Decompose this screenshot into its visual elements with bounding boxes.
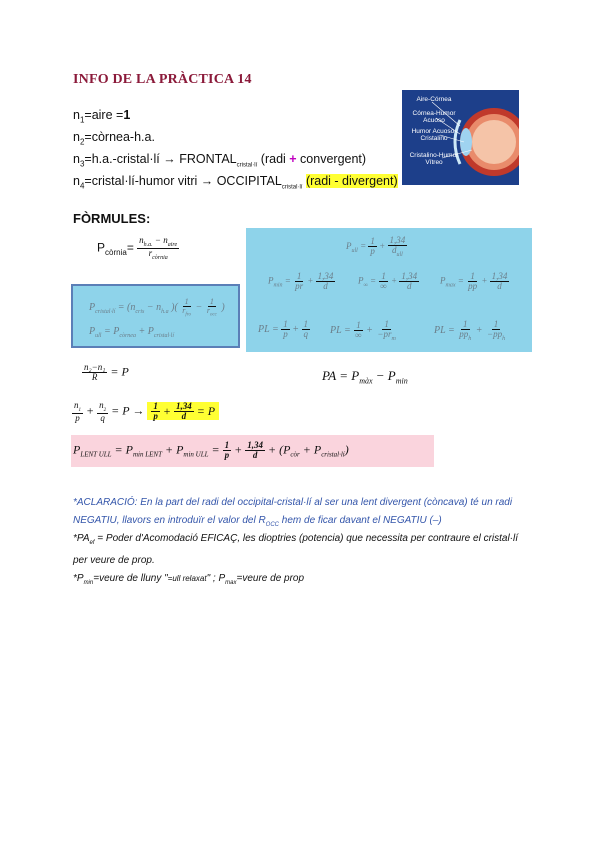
index-n2: $n_2=còrnea-h.a$. (73, 130, 155, 147)
thin-lens-eq: $\frac{n_1}{p}$ + $\frac{n_2}{q}$ = P → $\frac{1}{p}$ + $\frac{1,34}{d}$ = P (72, 401, 219, 423)
pinf-eq: $P_\infty$ = $\frac{1}{\infty}$ + $\frac{1,34}{d}$ (358, 271, 418, 291)
pcornea-formula: $P_{còrnia}=$ $\frac{n_{h.a.} - n_{aire}}{r_{còrnia}}$ (97, 235, 178, 261)
pcristal-formula: $P_{cristal\cdot lí} = (n_{cris} - n_{h.a}$ )( $\frac{1}{r_{fro}}$ − $\frac{1}{r_{occ}}$ ) (89, 297, 225, 318)
pull-eq: $P_{ull}$ = $\frac{1}{p}$ + $\frac{1,34}{d_{ull}}$ (346, 235, 406, 258)
eye-label-2: Córnea-Humor Acuoso (412, 110, 456, 124)
cristal-formula-box (71, 284, 240, 348)
eye-diagram-image (402, 90, 519, 185)
thin-lens-highlight: $\frac{1}{p}$ + $\frac{1,34}{d}$ = P (147, 402, 219, 420)
lent-ull-eq: $P_{LENT ULL} = P_{min LENT} + P_{min ULL}$ = $\frac{1}{p}$ + $\frac{1,34}{d}$ + $(P_{còr} + P_{cristal\cdot lí})$ (73, 440, 349, 460)
note-aclaracio: *ACLARACIÓ: En la part del radi del occipital-cristal·lí al ser una lent divergent (còncava) té un radi NEGATIU, llavors en introduïr el valor del $R_{OCC}$ hem de ficar davant el NEGATIU (–) (73, 497, 513, 528)
pl-eq-2: PL = $\frac{1}{\infty}$ + $\frac{1}{-pr_m}$ (330, 319, 396, 342)
pmax-eq: $P_{max}$ = $\frac{1}{pp}$ + $\frac{1,34}{d}$ (440, 271, 508, 291)
eye-label-4: Cristalino-Humor Vítreo (409, 152, 459, 166)
page-title: INFO DE LA PRÀCTICA 14 (73, 72, 252, 87)
eye-power-formula-box (246, 228, 532, 352)
lens-power-eq: $\frac{\text{n₂−n₁}}{R}$ = P (84, 362, 129, 382)
eye-label-3: Humor Acuoso-Cristalino (411, 128, 457, 142)
pull-formula: $P_{ull} = P_{còrnea} + P_{cristal\cdot lí}$ (89, 326, 175, 339)
index-n1: $n_1=aire =1$ (73, 108, 131, 125)
index-n4: $n_4=cristal\cdot lí$-humor vitri → $OCCIPITAL_{cristal\cdot lí}$ (radi - divergent) (73, 174, 398, 191)
pl-eq-3: PL = $\frac{1}{pp_h}$ + $\frac{1}{-pp_h}$ (434, 319, 506, 342)
lent-ull-formula-box (71, 435, 434, 467)
note-pa: $*PA_{ef}$ = Poder d'Acomodació EFICAÇ, les dioptries (potencia) que necessita per contraure el cristal·lí per veure de prop. (73, 533, 519, 566)
pmin-eq: $P_{min}$ = $\frac{1}{pr}$ + $\frac{1,34}{d}$ (268, 271, 334, 291)
pl-eq-1: PL = $\frac{1}{p}$ + $\frac{1}{q}$ (258, 319, 308, 339)
pa-eq: PA = $P_{màx} - P_{min}$ (322, 368, 408, 386)
index-n3: $n_3=h.a.-cristal\cdot lí$ → $FRONTAL_{cristal\cdot lí}$ (radi + convergent) (73, 152, 367, 169)
eye-label-1: Aire-Córnea (416, 96, 452, 103)
note-pmin-pmax: $*P_{min}=veure$ de lluny "=ull relaxat" ; $P_{max}=veure$ de prop (73, 573, 305, 586)
formules-title: FÒRMULES: (73, 211, 151, 226)
